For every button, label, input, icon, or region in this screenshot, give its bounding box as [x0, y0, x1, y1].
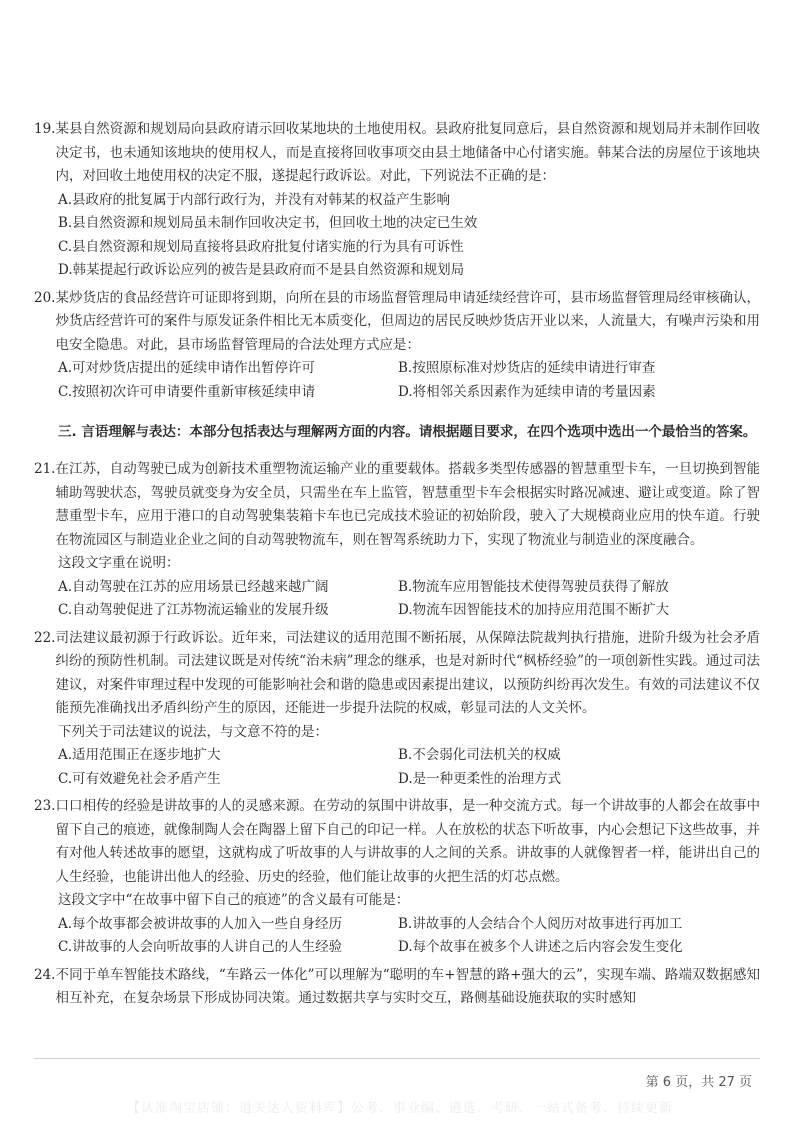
question-prompt: 下列关于司法建议的说法，与文意不符的是： [58, 723, 328, 740]
option-c: C.可有效避免社会矛盾产生 [58, 770, 221, 787]
option-a: A.可对炒货店提出的延续申请作出暂停许可 [58, 360, 316, 376]
option-b: B.不会弱化司法机关的权威 [398, 747, 561, 763]
question-19 [34, 118, 760, 283]
option-c: C.按照初次许可申请要件重新审核延续申请 [58, 383, 316, 400]
option-d: D.将相邻关系因素作为延续申请的考量因素 [398, 383, 656, 400]
question-number: 24. [34, 966, 56, 983]
options-row [34, 936, 760, 960]
page-number: 第 6 页，共 27 页 [645, 1075, 752, 1090]
options-row [34, 357, 760, 381]
option-b: B.讲故事的人会结合个人阅历对故事进行再加工 [398, 915, 683, 932]
footer-divider [34, 1058, 760, 1059]
option-d: D.物流车因智能技术的加持应用范围不断扩大 [398, 602, 670, 618]
question-prompt: 这段文字中“在故事中留下自己的痕迹”的含义最有可能是： [58, 892, 410, 908]
option-a: A.县政府的批复属于内部行政行为，并没有对韩某的权益产生影响 [58, 191, 451, 208]
options-row [34, 744, 760, 768]
question-stem: 不同于单车智能技术路线，“车路云一体化”可以理解为“聪明的车+智慧的路+强大的云”，实现车端、路端双数据感知相互补充，在复杂场景下形成协同决策。通过数据共享与实时交互，路侧基础设施获取的实时感知 [55, 966, 760, 1006]
option-d: D.韩某提起行政诉讼应列的被告是县政府而不是县自然资源和规划局 [58, 262, 465, 278]
option-b: B.县自然资源和规划局虽未制作回收决定书，但回收土地的决定已生效 [58, 215, 478, 231]
question-21 [34, 458, 760, 623]
options-row [34, 576, 760, 600]
question-stem: 口口相传的经验是讲故事的人的灵感来源。在劳动的氛围中讲故事，是一种交流方式。每一个讲故事的人都会在故事中留下自己的痕迹，就像制陶人会在陶器上留下自己的印记一样。人在放松的状态下听故事，内心会想记下这些故事，并有对他人转述故事的愿望，这就构成了听故事的人与讲故事的人之间的关系。讲故事的人就像智者一样，能讲出自己的人生经验，也能讲出他人的经验、历史的经验，他们能让故事的火把生活的灯芯点燃。 [55, 798, 760, 885]
options-row [34, 913, 760, 937]
question-23 [34, 795, 760, 960]
options-row [34, 599, 760, 623]
question-22 [34, 627, 760, 792]
question-20 [34, 287, 760, 405]
option-b: B.物流车应用智能技术使得驾驶员获得了解放 [398, 578, 669, 595]
watermark-text: 【认准淘宝店铺：道关达人资料库】公考、事业编、遴选、考研、一站式备考、持续更新 [126, 1101, 673, 1116]
section-heading: 三. 言语理解与表达：本部分包括表达与理解两方面的内容。请根据题目要求，在四个选项中选出一个最恰当的答案。 [58, 424, 757, 440]
option-d: D.是一种更柔性的治理方式 [398, 770, 562, 787]
question-number: 19. [34, 121, 56, 137]
option-c: C.县自然资源和规划局直接将县政府批复付诸实施的行为具有可诉性 [58, 238, 464, 255]
question-prompt: 这段文字重在说明： [58, 555, 180, 571]
option-c: C.讲故事的人会向听故事的人讲自己的人生经验 [58, 939, 343, 955]
option-a: A.每个故事都会被讲故事的人加入一些自身经历 [58, 915, 343, 932]
question-number: 23. [34, 798, 56, 814]
question-number: 22. [34, 629, 56, 646]
question-number: 21. [34, 461, 56, 477]
question-stem: 某炒货店的食品经营许可证即将到期，向所在县的市场监督管理局申请延续经营许可，县市场监督管理局经审核确认，炒货店经营许可的案件与原发证条件相比无本质变化，但周边的居民反映炒货店开业以来，人流量大，有噪声污染和用电安全隐患。对此，县市场监督管理局的合法处理方式应是： [55, 289, 760, 353]
question-stem: 在江苏，自动驾驶已成为创新技术重塑物流运输产业的重要载体。搭载多类型传感器的智慧重型卡车，一旦切换到智能辅助驾驶状态，驾驶员就变身为安全员，只需坐在车上监管，智慧重型卡车会根据实时路况减速、避让或变道。除了智慧重型卡车，应用于港口的自动驾驶集装箱卡车也已完成技术验证的初始阶段，驶入了大规模商业应用的快车道。行驶在物流园区与制造业企业之间的自动驾驶物流车，则在智驾系统助力下，实现了物流业与制造业的深度融合。 [55, 461, 760, 548]
question-stem: 某县自然资源和规划局向县政府请示回收某地块的土地使用权。县政府批复同意后，县自然资源和规划局并未制作回收决定书，也未通知该地块的使用权人，而是直接将回收事项交由县土地储备中心付诸实施。韩某合法的房屋位于该地块内，对回收土地使用权的决定不服，遂提起行政诉讼。对此，下列说法不正确的是： [55, 121, 760, 184]
option-a: A.适用范围正在逐步地扩大 [58, 747, 221, 763]
question-stem: 司法建议最初源于行政诉讼。近年来，司法建议的适用范围不断拓展，从保障法院裁判执行措施，进阶升级为社会矛盾纠纷的预防性机制。司法建议既是对传统“治未病”理念的继承，也是对新时代“枫桥经验”的一项创新性实践。通过司法建议，对案件审理过程中发现的可能影响社会和谐的隐患或因素提出建议，以预防纠纷再次发生。有效的司法建议不仅能预先准确找出矛盾纠纷产生的原因，还能进一步提升法院的权威，彰显司法的人文关怀。 [55, 629, 760, 716]
options-row [34, 381, 760, 405]
option-b: B.按照原标准对炒货店的延续申请进行审查 [398, 360, 656, 376]
question-24 [34, 964, 760, 1011]
option-d: D.每个故事在被多个人讲述之后内容会发生变化 [398, 939, 683, 955]
option-c: C.自动驾驶促进了江苏物流运输业的发展升级 [58, 602, 329, 618]
question-number: 20. [34, 289, 56, 306]
option-a: A.自动驾驶在江苏的应用场景已经越来越广阔 [58, 578, 329, 595]
options-row [34, 768, 760, 792]
